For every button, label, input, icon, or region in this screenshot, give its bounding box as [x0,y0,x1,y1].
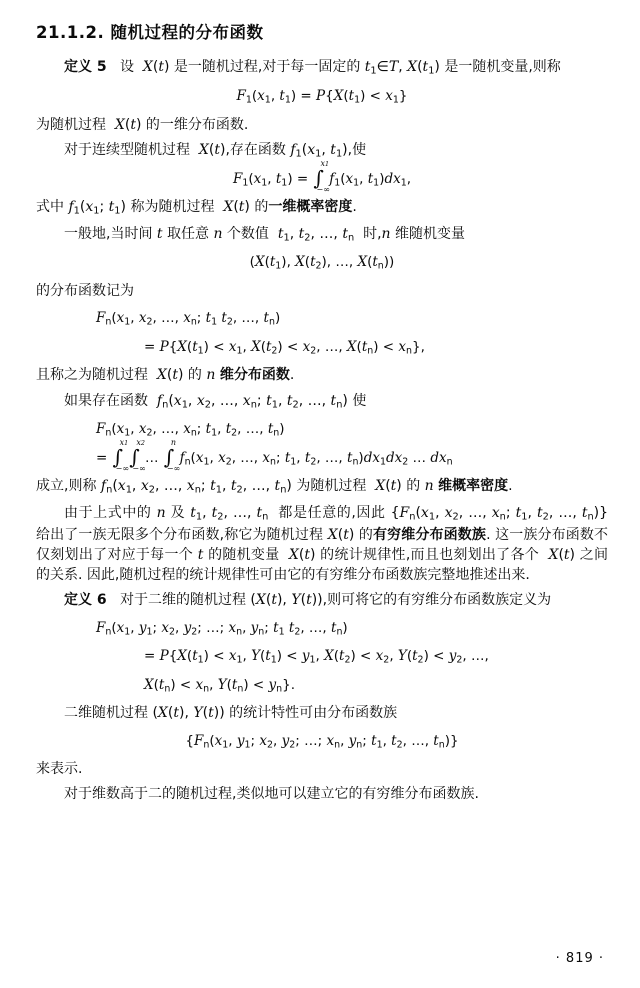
paragraph-11: 来表示. [36,761,83,778]
integral-sign-icon: ∫ x2 −∞ [129,437,146,474]
paragraph-2: 对于连续型随机过程 X(t),存在函数 $f_1(x_1$, $t_1$),使 [64,141,367,160]
paragraph-4: 一般地,当时间 t 取任意 n 个数值 $t_1$, $t_2$, …, $t_n$ 时,n 维随机变量 [64,225,466,244]
formula-5a: $F_n(x_1$, $x_2$, …, $x_n$; $t_1$, $t_2$, …, $t_n$) [96,421,285,439]
integral-sign-icon: ∫ x1 −∞ [313,158,330,195]
section-heading: 21.1.2. 随机过程的分布函数 [36,23,264,42]
paragraph-10: 二维随机过程 (X(t), Y(t)) 的统计特性可由分布函数族 [64,705,398,722]
paragraph-definition-6 [36,590,608,610]
formula-4b: = $P\{X(t_1) < x_1$, $X(t_2) < x_2$, …, $X(t_n) < x_n$}, [144,338,425,357]
formula-6c: $X(t_n) < x_n$, $Y(t_n) < y_n$}. [144,676,296,695]
formula-2: $F_1(x_1$, $t_1$) = ∫ x1 −∞ $f_1(x_1$, $t_1)dx_1$, [232,158,412,195]
paragraph-8: 成立,则称 $f_n(x_1$, $x_2$, …, $x_n$; $t_1$, $t_2$, …, $t_n$) 为随机过程 X(t) 的 n 维概率密度. [36,478,513,496]
formula-5b: = ∫ x1 −∞ ∫ x2 −∞ … ∫ n −∞ $f_n(x_1$, $x_2$, …, $x_n$; $t_1$, $t_2$, …, $t_n)dx_1dx_2$ … $dx_n$ [96,437,453,474]
paragraph-9: 由于上式中的 n 及 $t_1$, $t_2$, …, $t_n$ 都是任意的,因此 {$F_n(x_1$, $x_2$, …, $x_n$; $t_1$, $t_2$, …, $t_n$)} 给出了一族无限多个分布函数,称它为随机过程 X(t) 的有穷维分布函数族. 这一族分布函数不仅刻划出了对应于每一个 t 的随机变量 X(t) 的统计规律性,而且也刻划出了各个 X(t) 之间的关系. 因此,随机过程的统计规律性可由它的有穷维分布函数族完整地推述出来. [36,504,609,584]
definition-5-text: 设 X(t) 是一随机过程,对于每一固定的 $t_1\in T$, $X(t_1)$ 是一随机变量,则称 [111,59,561,77]
page-number: · 819 · [555,951,604,966]
paragraph-5: 的分布函数记为 [36,282,134,299]
formula-3: ($X(t_1)$, $X(t_2)$, …, $X(t_n)$) [249,254,395,272]
integral-sign-icon: ∫ n −∞ [163,437,181,474]
paragraph-7: 如果存在函数 $f_n(x_1$, $x_2$, …, $x_n$; $t_1$, $t_2$, …, $t_n$) 使 [64,392,367,410]
formula-1: $F_1(x_1$, $t_1) = P\{X(t_1) < x_1\}$ [236,88,408,106]
formula-4a: $F_n(x_1$, $x_2$, …, $x_n$; $t_1$ $t_2$, …, $t_n$) [96,310,281,328]
paragraph-1: 为随机过程 X(t) 的一维分布函数. [36,116,249,133]
paragraph-6: 且称之为随机过程 X(t) 的 n 维分布函数. [36,367,295,384]
definition-6-text: 对于二维的随机过程 (X(t), Y(t)),则可将它的有穷维分布函数族定义为 [111,592,552,609]
paragraph-3: 式中 $f_1(x_1$; $t_1$) 称为随机过程 X(t) 的一维概率密度. [36,199,357,217]
formula-6a: $F_n(x_1$, $y_1$; $x_2$, $y_2$; …; $x_n$, $y_n$; $t_1$ $t_2$, …, $t_n$) [96,619,348,638]
page-content [36,22,608,810]
integral-sign-icon: ∫ x1 −∞ [112,437,129,474]
formula-6b: = $P\{X(t_1) < x_1$, $Y(t_1) < y_1$, $X(t_2) < x_2$, $Y(t_2) < y_2$, …, [144,648,489,666]
formula-7: {$F_n(x_1$, $y_1$; $x_2$, $y_2$; …; $x_n$, $y_n$; $t_1$, $t_2$, …, $t_n$)} [185,732,459,750]
definition-5-label: 定义 5 [64,59,107,76]
paragraph-12: 对于维数高于二的随机过程,类似地可以建立它的有穷维分布函数族. [64,786,479,803]
paragraph-definition-5 [36,57,608,79]
definition-6-label: 定义 6 [64,592,107,609]
